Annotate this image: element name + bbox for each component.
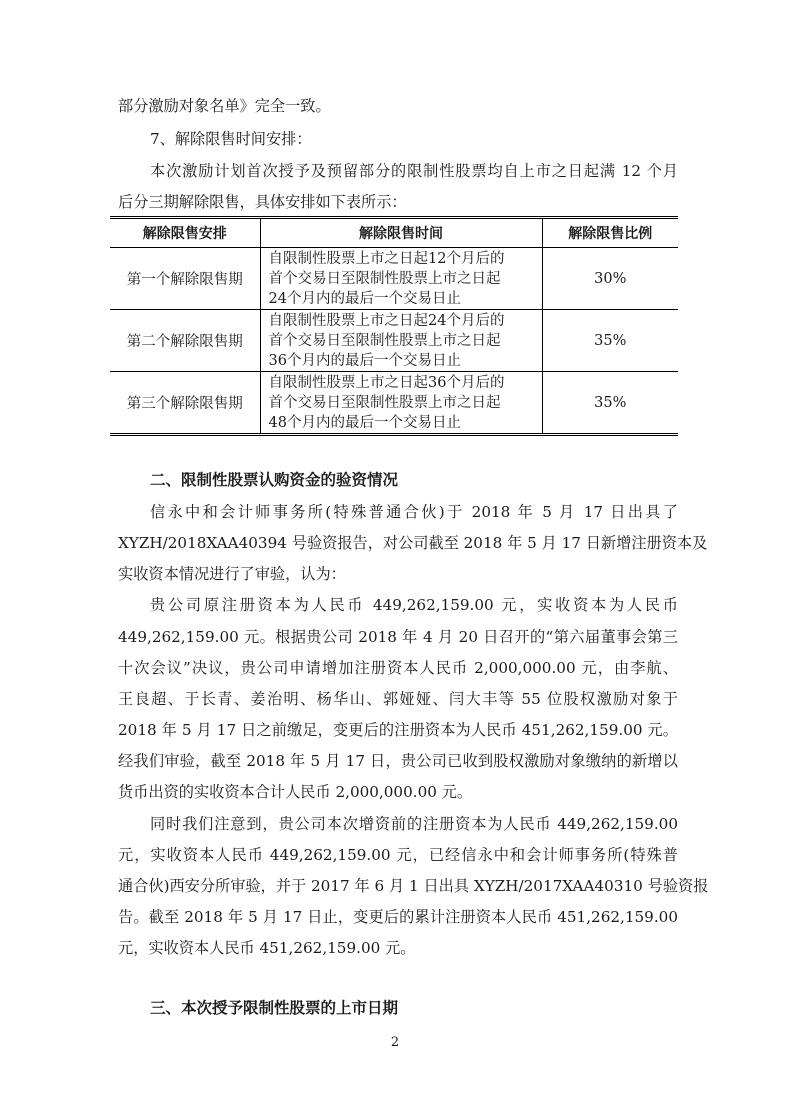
- row-time-line: 24个月内的最后一个交易日止: [268, 290, 461, 307]
- unlock-schedule-table: [110, 216, 678, 436]
- row-time-line: 自限制性股票上市之日起36个月后的: [268, 374, 505, 391]
- section2-para1-line: XYZH/2018XAA40394 号验资报告，对公司截至 2018 年 5 月 17 日新增注册资本及: [118, 534, 708, 552]
- row-label: 第二个解除限售期: [110, 310, 260, 372]
- row-time-line: 首个交易日至限制性股票上市之日起: [268, 394, 501, 411]
- section2-para2-line: 货币出资的实收资本合计人民币 2,000,000.00 元。: [118, 783, 473, 801]
- section2-heading: 二、限制性股票认购资金的验资情况: [150, 471, 399, 489]
- header-time: 解除限售时间: [260, 218, 542, 248]
- row-time: [260, 248, 542, 310]
- section7-para-line: 本次激励计划首次授予及预留部分的限制性股票均自上市之日起满 12 个月: [150, 162, 678, 180]
- section2-para2-line: 449,262,159.00 元。根据贵公司 2018 年 4 月 20 日召开的“第六届董事会第三: [118, 628, 678, 646]
- table-header-row: [110, 218, 678, 248]
- section2-para2-line: 王良超、于长青、姜治明、杨华山、郭娅娅、闫大丰等 55 位股权激励对象于: [118, 690, 678, 708]
- section2-para2-line: 2018 年 5 月 17 日之前缴足，变更后的注册资本为人民币 451,262,159.00 元。: [118, 721, 678, 739]
- section2-para2-line: 贵公司原注册资本为人民币 449,262,159.00 元，实收资本为人民币: [150, 596, 678, 614]
- row-time-line: 48个月内的最后一个交易日止: [268, 414, 461, 431]
- row-time-line: 自限制性股票上市之日起12个月后的: [268, 250, 505, 267]
- row-time-line: 36个月内的最后一个交易日止: [268, 352, 461, 369]
- section7-para-line: 后分三期解除限售，具体安排如下表所示：: [118, 193, 407, 211]
- header-ratio: 解除限售比例: [542, 218, 678, 248]
- row-time: [260, 310, 542, 372]
- row-label: 第一个解除限售期: [110, 248, 260, 310]
- section2-para3-line: 元，实收资本人民币 449,262,159.00 元，已经信永中和会计师事务所(特殊普: [118, 846, 678, 864]
- section2-para1-line: 信永中和会计师事务所(特殊普通合伙)于 2018 年 5 月 17 日出具了: [150, 503, 678, 521]
- section2-para3-line: 同时我们注意到，贵公司本次增资前的注册资本为人民币 449,262,159.00: [150, 815, 678, 833]
- row-ratio: 35%: [542, 310, 678, 372]
- section2-para1-line: 实收资本情况进行了审验，认为：: [118, 565, 346, 583]
- header-arrangement: 解除限售安排: [110, 218, 260, 248]
- section2-para2-line: 十次会议”决议，贵公司申请增加注册资本人民币 2,000,000.00 元，由李航、: [118, 659, 678, 677]
- table-row: [110, 248, 678, 310]
- section3-heading: 三、本次授予限制性股票的上市日期: [150, 999, 399, 1017]
- section2-para2-line: 经我们审验，截至 2018 年 5 月 17 日，贵公司已收到股权激励对象缴纳的新增以: [118, 752, 678, 770]
- row-time: [260, 372, 542, 435]
- row-time-line: 首个交易日至限制性股票上市之日起: [268, 270, 501, 287]
- page-number: 2: [390, 1035, 400, 1050]
- row-time-line: 首个交易日至限制性股票上市之日起: [268, 332, 501, 349]
- intro-line: 部分激励对象名单》完全一致。: [118, 97, 331, 115]
- section2-para3-line: 告。截至 2018 年 5 月 17 日止，变更后的累计注册资本人民币 451,262,159.00: [118, 908, 678, 926]
- row-time-line: 自限制性股票上市之日起24个月后的: [268, 312, 505, 329]
- row-ratio: 35%: [542, 372, 678, 435]
- section2-para3-line: 通合伙)西安分所审验，并于 2017 年 6 月 1 日出具 XYZH/2017XAA40310 号验资报: [118, 877, 709, 895]
- table-row: [110, 372, 678, 435]
- section7-heading: 7、解除限售时间安排：: [150, 130, 312, 148]
- table-row: [110, 310, 678, 372]
- row-label: 第三个解除限售期: [110, 372, 260, 435]
- row-ratio: 30%: [542, 248, 678, 310]
- section2-para3-line: 元，实收资本人民币 451,262,159.00 元。: [118, 939, 416, 957]
